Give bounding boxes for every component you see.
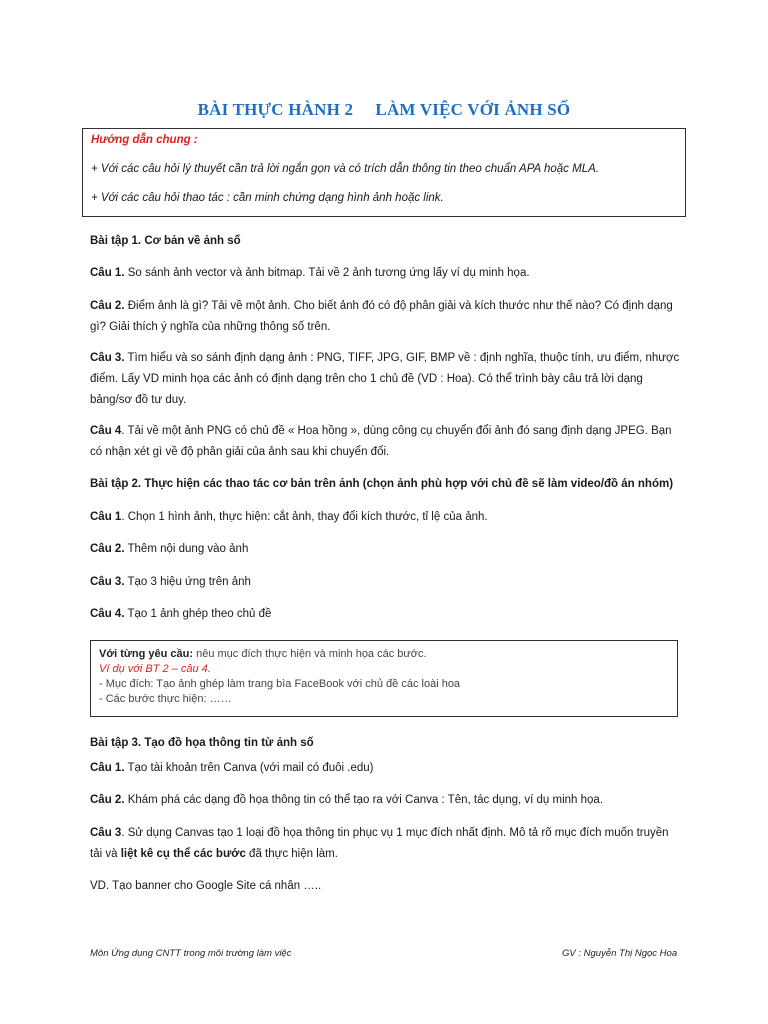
guide-line-practice: + Với các câu hỏi thao tác : cần minh chứng dạng hình ảnh hoặc link. xyxy=(91,192,444,204)
ex3-example: VD. Tạo banner cho Google Site cá nhân ….. xyxy=(90,880,322,892)
guide-line-theory: + Với các câu hỏi lý thuyết cần trả lời ngắn gọn và có trích dẫn thông tin theo chuẩn APA hoặc MLA. xyxy=(91,163,599,175)
ex1-q4: Câu 4. Tải về một ảnh PNG có chủ đề « Hoa hồng », dùng công cụ chuyển đổi ảnh đó sang định dạng JPEG. Bạn có nhận xét gì về độ phân giải của ảnh sau khi chuyển đổi. xyxy=(90,425,672,458)
ex2-q3: Câu 3. Tạo 3 hiệu ứng trên ảnh xyxy=(90,576,251,588)
example-title: Ví dụ với BT 2 – câu 4. xyxy=(99,663,211,675)
footer-course: Môn Ứng dụng CNTT trong môi trường làm việc xyxy=(90,948,292,959)
ex1-q1: Câu 1. So sánh ảnh vector và ảnh bitmap. Tải về 2 ảnh tương ứng lấy ví dụ minh họa. xyxy=(90,267,530,279)
ex1-heading: Bài tập 1. Cơ bản về ảnh số xyxy=(90,235,241,247)
ex1-q2: Câu 2. Điểm ảnh là gì? Tải về một ảnh. Cho biết ảnh đó có độ phân giải và kích thước như thế nào? Có định dạng gì? Giải thích ý nghĩa của những thông số trên. xyxy=(90,300,673,333)
example-steps: - Các bước thực hiện: …… xyxy=(99,693,232,705)
footer-teacher: GV : Nguyễn Thị Ngọc Hoa xyxy=(562,948,678,959)
example-purpose: - Mục đích: Tạo ảnh ghép làm trang bìa FaceBook với chủ đề các loài hoa xyxy=(99,678,461,690)
ex3-q3: Câu 3. Sử dụng Canvas tạo 1 loại đồ họa thông tin phục vụ 1 mục đích nhất định. Mô tả rõ mục đích muốn truyền tải và liệt kê cụ thể các bước đã thực hiện làm. xyxy=(90,827,669,860)
ex2-q2: Câu 2. Thêm nội dung vào ảnh xyxy=(90,543,249,555)
ex3-q1: Câu 1. Tạo tài khoản trên Canva (với mail có đuôi .edu) xyxy=(90,762,374,774)
general-guide-box xyxy=(82,128,686,217)
ex1-q3: Câu 3. Tìm hiểu và so sánh định dạng ảnh : PNG, TIFF, JPG, GIF, BMP về : định nghĩa, thuộc tính, ưu điểm, nhược điểm. Lấy VD minh họa các ảnh có định dạng trên cho 1 chủ đề (VD : Hoa). Có thể trình bày câu trả lời dạng bảng/sơ đồ tư duy. xyxy=(90,352,680,406)
guide-heading: Hướng dẫn chung : xyxy=(91,134,198,146)
ex2-q4: Câu 4. Tạo 1 ảnh ghép theo chủ đề xyxy=(90,608,272,620)
example-instruction: Với từng yêu cầu: nêu mục đích thực hiện và minh họa các bước. xyxy=(99,648,427,660)
page-title: BÀI THỰC HÀNH 2 LÀM VIỆC VỚI ẢNH SỐ xyxy=(197,100,571,119)
ex2-q1: Câu 1. Chọn 1 hình ảnh, thực hiện: cắt ảnh, thay đổi kích thước, tỉ lệ của ảnh. xyxy=(90,511,488,523)
example-box xyxy=(90,640,678,717)
ex2-heading: Bài tập 2. Thực hiện các thao tác cơ bản trên ảnh (chọn ảnh phù hợp với chủ đề sẽ làm video/đồ án nhóm) xyxy=(90,478,674,490)
ex3-heading: Bài tập 3. Tạo đồ họa thông tin từ ảnh số xyxy=(90,737,314,749)
ex3-q2: Câu 2. Khám phá các dạng đồ họa thông tin có thể tạo ra với Canva : Tên, tác dụng, ví dụ minh họa. xyxy=(90,794,604,806)
